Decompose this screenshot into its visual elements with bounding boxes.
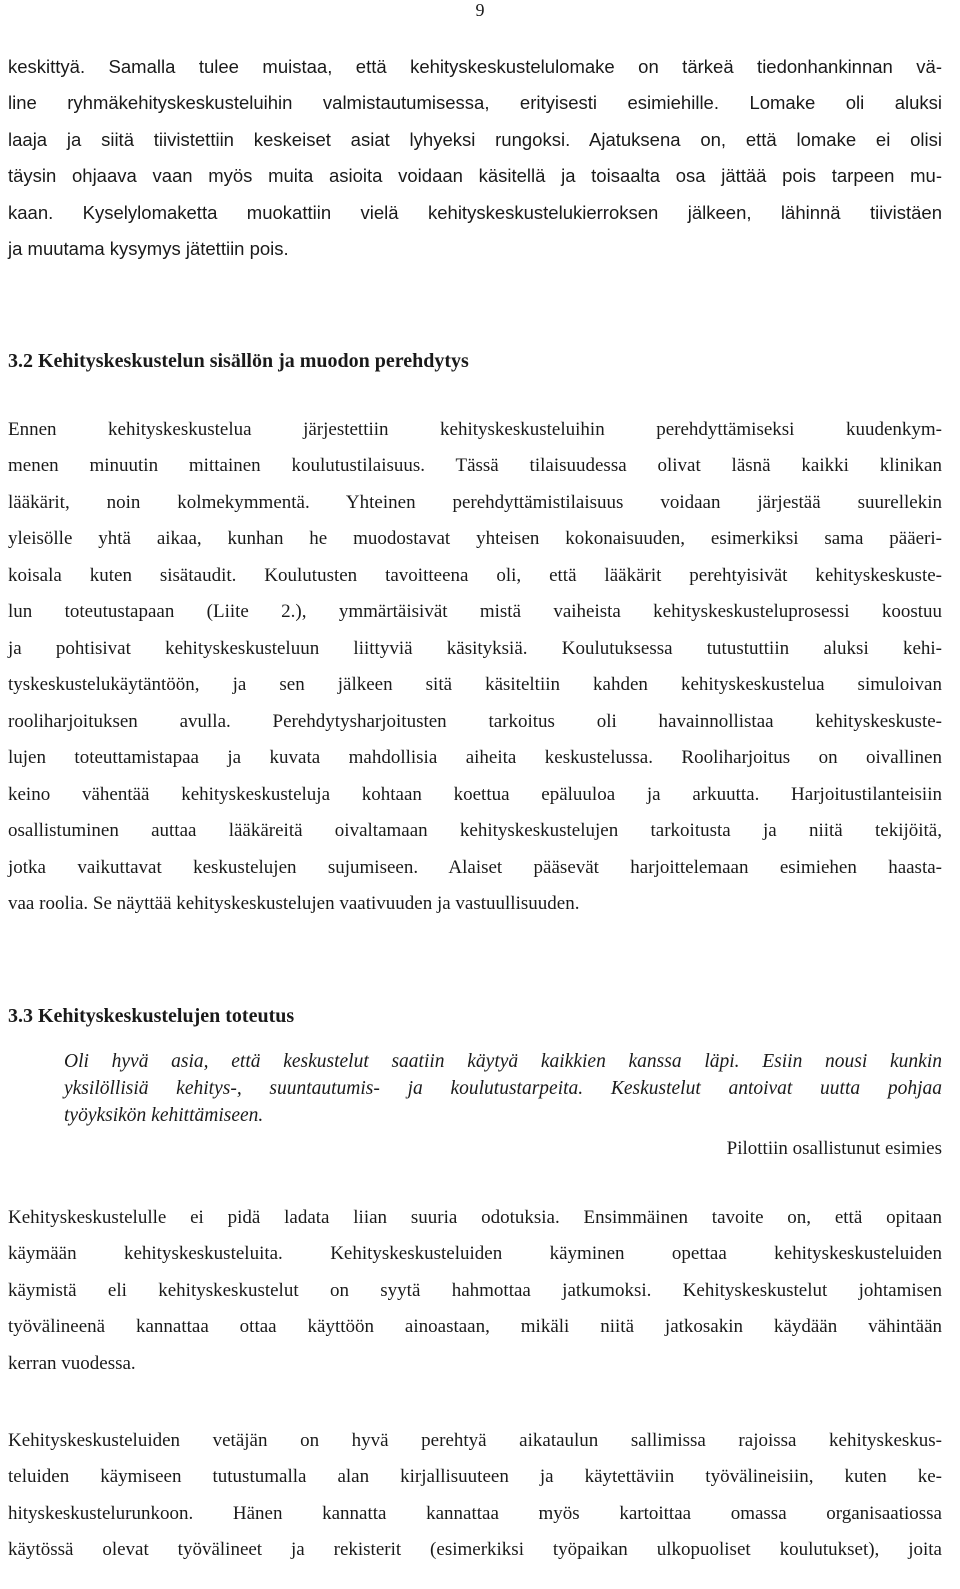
body-line: lääkärit, noin kolmekymmentä. Yhteinen perehdyttämistilaisuus voidaan järjestää suurellekin (8, 492, 942, 513)
body-line: käytössä olevat työvälineet ja rekisterit (esimerkiksi työpaikan ulkopuoliset koulutukset), joita (8, 1539, 942, 1560)
quote-line: yksilöllisiä kehitys-, suuntautumis- ja koulutustarpeita. Keskustelut antoivat uutta pohjaa (64, 1078, 942, 1099)
intro-line: ja muutama kysymys jätettiin pois. (8, 238, 289, 259)
intro-line: kaan. Kyselylomaketta muokattiin vielä kehityskeskustelukierroksen jälkeen, lähinnä tiivistäen (8, 202, 942, 223)
intro-line: keskittyä. Samalla tulee muistaa, että kehityskeskustelulomake on tärkeä tiedonhankinnan vä- (8, 56, 942, 77)
body-line: käymistä eli kehityskeskustelut on syytä hahmottaa jatkumoksi. Kehityskeskustelut johtamisen (8, 1280, 942, 1301)
quote-line: Oli hyvä asia, että keskustelut saatiin käytyä kaikkien kanssa läpi. Esiin nousi kunkin (64, 1051, 942, 1072)
body-line: keino vähentää kehityskeskusteluja kohtaan koettua epäluuloa ja arkuutta. Harjoitustilanteisiin (8, 784, 942, 805)
body-line: tyskeskustelukäytäntöön, ja sen jälkeen sitä käsiteltiin kahden kehityskeskustelua simuloivan (8, 674, 942, 695)
body-line: jotka vaikuttavat keskustelujen sujumiseen. Alaiset pääsevät harjoittelemaan esimiehen haasta- (8, 857, 942, 878)
page-number: 9 (475, 0, 485, 20)
section-heading-3-3: 3.3 Kehityskeskustelujen toteutus (8, 1005, 295, 1027)
body-line: menen minuutin mittainen koulutustilaisuus. Tässä tilaisuudessa olivat läsnä kaikki klinikan (8, 455, 942, 476)
body-line: yleisölle yhtä aikaa, kunhan he muodostavat yhteisen kokonaisuuden, esimerkiksi sama pääeri- (8, 528, 942, 549)
body-line: teluiden käymiseen tutustumalla alan kirjallisuuteen ja käytettäviin työvälineisiin, kuten ke- (8, 1466, 942, 1487)
body-line: kerran vuodessa. (8, 1353, 136, 1374)
body-line: rooliharjoituksen avulla. Perehdytysharjoitusten tarkoitus oli havainnollistaa kehityskeskuste- (8, 711, 942, 732)
body-line: käymään kehityskeskusteluita. Kehityskeskusteluiden käyminen opettaa kehityskeskusteluiden (8, 1243, 942, 1264)
body-line: Kehityskeskusteluiden vetäjän on hyvä perehtyä aikataulun sallimissa rajoissa kehityskeskus- (8, 1430, 942, 1451)
body-line: lujen toteuttamistapaa ja kuvata mahdollisia aiheita keskustelussa. Rooliharjoitus on oivallinen (8, 747, 942, 768)
body-line: ja pohtisivat kehityskeskusteluun liittyviä käsityksiä. Koulutuksessa tutustuttiin aluksi kehi- (8, 638, 942, 659)
body-line: koisala kuten sisätaudit. Koulutusten tavoitteena oli, että lääkärit perehtyisivät kehityskeskuste- (8, 565, 942, 586)
intro-line: täysin ohjaava vaan myös muita asioita voidaan käsitellä ja toisaalta osa jättää pois tarpeen mu- (8, 165, 942, 186)
intro-line: laaja ja siitä tiivistettiin keskeiset asiat lyhyeksi rungoksi. Ajatuksena on, että lomake ei olisi (8, 129, 942, 150)
body-line: työvälineenä kannattaa ottaa käyttöön ainoastaan, mikäli niitä jatkosakin käydään vähintään (8, 1316, 942, 1337)
body-line: lun toteutustapaan (Liite 2.), ymmärtäisivät mistä vaiheista kehityskeskusteluprosessi koostuu (8, 601, 942, 622)
body-line: Kehityskeskustelulle ei pidä ladata liian suuria odotuksia. Ensimmäinen tavoite on, että opitaan (8, 1207, 942, 1228)
section-heading-3-2: 3.2 Kehityskeskustelun sisällön ja muodon perehdytys (8, 350, 469, 372)
body-line: hityskeskustelurunkoon. Hänen kannatta kannattaa myös kartoittaa omassa organisaatiossa (8, 1503, 942, 1524)
quote-attribution: Pilottiin osallistunut esimies (726, 1138, 942, 1159)
quote-line: työyksikön kehittämiseen. (64, 1105, 264, 1126)
body-line: vaa roolia. Se näyttää kehityskeskustelujen vaativuuden ja vastuullisuuden. (8, 893, 580, 914)
body-line: osallistuminen auttaa lääkäreitä oivaltamaan kehityskeskustelujen tarkoitusta ja niitä tekijöitä, (8, 820, 942, 841)
body-line: Ennen kehityskeskustelua järjestettiin kehityskeskusteluihin perehdyttämiseksi kuudenkym- (8, 419, 942, 440)
intro-line: line ryhmäkehityskeskusteluihin valmistautumisessa, erityisesti esimiehille. Lomake oli aluksi (8, 92, 942, 113)
